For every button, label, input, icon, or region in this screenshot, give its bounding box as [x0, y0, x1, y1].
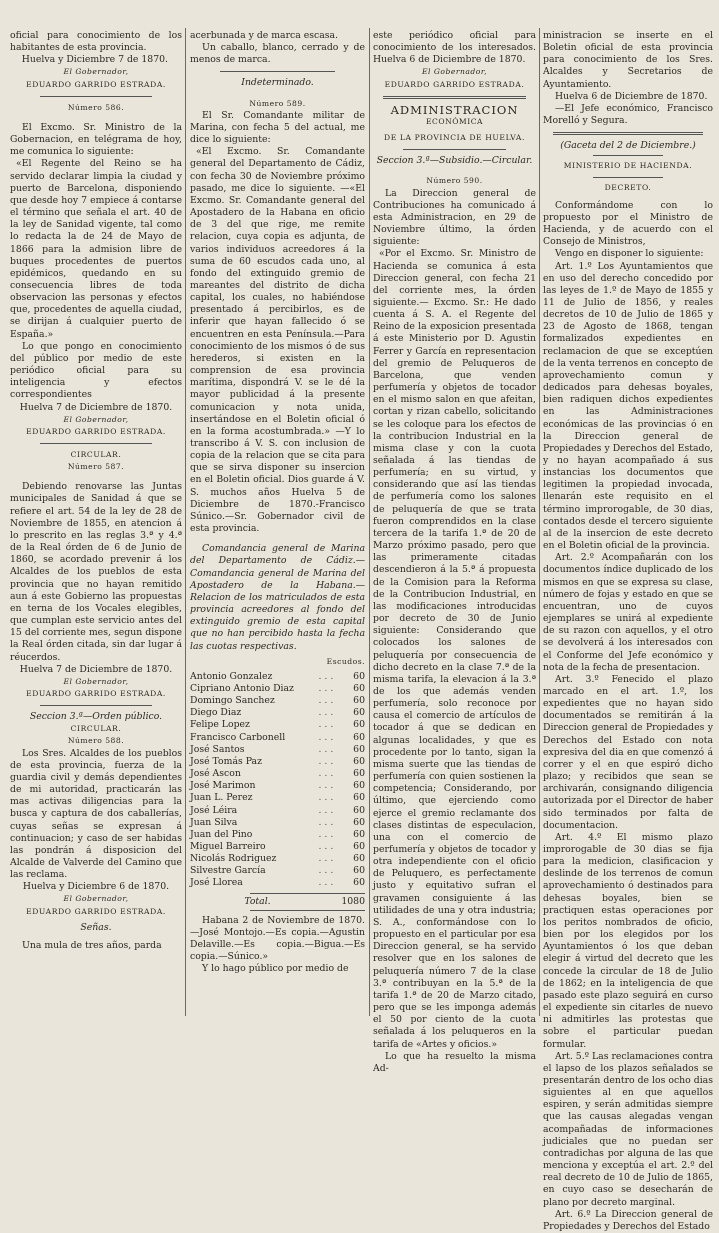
table-row [190, 671, 365, 683]
divider [250, 910, 365, 911]
creditor-amount: 60 [353, 743, 365, 755]
paragraph: El Excmo. Sr. Ministro de la Gobernacion, en telégrama de hoy, me comunica lo siguiente: [10, 121, 182, 158]
leader-dots: . . . [318, 780, 334, 792]
column-2 [190, 30, 365, 976]
subheading: Indeterminado. [241, 77, 314, 89]
creditor-name: Juan Silva [190, 816, 238, 828]
paragraph: Una mula de tres años, parda [22, 939, 162, 951]
table-row [190, 805, 365, 817]
creditor-name: Miguel Barreiro [190, 841, 266, 852]
column-divider [369, 28, 370, 1016]
paragraph: oficial para conocimiento de los habitantes de esta provincia. [10, 30, 182, 54]
gazette-reference: (Gaceta del 2 de Diciembre.) [560, 140, 696, 152]
divider [250, 893, 365, 894]
creditor-amount: 60 [353, 768, 365, 780]
table-row [190, 877, 365, 889]
paragraph: ministracion se inserte en el Boletin oficial de esta provincia para conocimiento de los Sres. Alcaldes y Secretarios de Ayuntamiento. [543, 30, 713, 90]
creditor-name: José Ascon [190, 768, 241, 780]
divider [403, 149, 506, 150]
creditor-name: José Santos [190, 743, 245, 755]
article: Art. 5.º Las reclamaciones contra el lapso de los plazos señalados se presentarán dentro de los ocho dias siguientes al en que aquellos espiren, y serán admitidas siempre que las causas alegadas vengan acompañadas de informaciones judiciales que no puedan ser contradichas por alguna de las que menciona y exceptúa el art. 2.º del real decreto de 10 de Julio de 1865, en cuyo caso se desecharán de plano por decreto marginal. [543, 1050, 713, 1208]
divider [383, 96, 526, 99]
leader-dots: . . . [318, 804, 334, 816]
creditor-amount: 60 [353, 816, 365, 828]
leader-dots: . . . [318, 707, 334, 719]
date-line: Huelva y Diciembre 7 de 1870. [21, 54, 168, 66]
creditor-amount: 60 [353, 841, 365, 852]
creditor-amount: 60 [353, 670, 365, 682]
signature-name: EDUARDO GARRIDO ESTRADA. [26, 688, 166, 698]
creditor-name: José Marimon [190, 780, 256, 792]
leader-dots: . . . [318, 828, 334, 840]
creditor-amount: 60 [353, 865, 365, 877]
leader-dots: . . . [318, 841, 334, 852]
item-number: Número 587. [67, 462, 125, 472]
table-row [190, 817, 365, 829]
item-number: Número 588. [67, 736, 125, 746]
decree-heading: DECRETO. [604, 182, 652, 192]
leader-dots: . . . [318, 695, 334, 707]
date-line: Huelva y Diciembre 6 de 1870. [22, 881, 170, 893]
section-heading: Seccion 3.ª—Orden público. [29, 711, 163, 723]
creditor-name: José Llorea [190, 877, 243, 889]
creditor-amount: 60 [353, 707, 365, 719]
creditor-amount: 60 [353, 853, 365, 865]
creditors-table [190, 671, 365, 890]
paragraph: «El Excmo. Sr. Comandante general del Departamento de Cádiz, con fecha 30 de Noviembre próximo pasado, me dice lo siguiente. —«El Excmo. Sr. Comandante general del Apostadero de la Habana en oficio de 3 del que rige, me remite relacion, cuya copia es adjunta, de varios individuos acreedores á la suma de 60 escudos cada uno, al fondo del extinguido gremio de mareantes del distrito de dicha capital, los cuales, no habiéndose presentado á percibirlos, es de inferir que hayan fallecido ó se encuentren en esta Península.—Para conocimiento de los mismos ó de sus herederos, si existen en la comprension de esa provincia marítima, dispondrá V. se le dé la mayor publicidad á la presente comunicacion y nota unida, insertándose en el Boletin oficial ó en la forma acostumbrada.» —Y lo transcribo á V. S. con inclusion de copia de la relacion que se cita para que se sirva disponer su insercion en el Boletin oficial. Dios guarde á V. S. muchos años Huelva 5 de Diciembre de 1870.-Francisco Súnico.—Sr. Gobernador civil de esta provincia. [190, 146, 365, 535]
signature-name: EDUARDO GARRIDO ESTRADA. [26, 79, 166, 89]
relation-title: Comandancia general de Marina del Departamento de Cádiz.— Comandancia general de Marina del Apostadero de la Habana.— Relacion de los matriculados de esta provincia acreedores al fondo del extinguido gremio de esta capital que no han percibido hasta la fecha las cuotas respectivas. [190, 543, 365, 652]
creditor-name: Felipe Lopez [190, 719, 250, 731]
article: Art. 1.º Los Ayuntamientos que en uso del derecho concedido por las leyes de 1.º de Mayo de 1855 y 11 de Julio de 1856, y reales decretos de 10 de Julio de 1865 y 23 de Agosto de 1868, tengan formalizados expedientes en reclamacion de que se exceptúen de la venta terrenos en concepto de aprovechamiento comun y dedicados para dehesas boyales, bien radiquen dichos expedientes en las Administraciones económicas de las provincias ó en la Direccion general de Propiedades y Derechos del Estado, y no hayan acompañado á sus instancias los documentos que legitimen la propiedad invocada, llenarán este requisito en el término improrogable, de 30 dias, contados desde el tercero siguiente al de la insercion de este decreto en el Boletin oficial de la provincia. [543, 260, 713, 552]
signature-name: EDUARDO GARRIDO ESTRADA. [26, 906, 166, 916]
column-1 [10, 30, 182, 952]
column-divider [539, 28, 540, 1016]
leader-dots: . . . [318, 719, 334, 731]
item-number: Número 586. [67, 102, 125, 112]
section-title: ADMINISTRACION [390, 102, 519, 117]
total-row [190, 896, 365, 908]
paragraph: acerbunada y de marca escasa. [190, 30, 339, 41]
table-row [190, 865, 365, 877]
signature-role: El Gobernador, [63, 67, 129, 77]
paragraph: Un caballo, blanco, cerrado y de menos de marca. [190, 42, 365, 66]
creditor-amount: 60 [353, 804, 365, 816]
paragraph: Habana 2 de Noviembre de 1870.—José Montojo.—Es copia.—Agustin Delaville.—Es copia.—Bigua.—Es copia.—Súnico.» [190, 914, 365, 963]
paragraph: este periódico oficial para conocimiento de los interesados. Huelva 6 de Diciembre de 1870. [373, 30, 536, 66]
paragraph: «El Regente del Reino se ha servido declarar limpia la ciudad y puerto de Barcelona, disponiendo que desde hoy 7 empiece á contarse el término que señala el art. 40 de la ley de Sanidad vigente, tal como lo redacta la de 24 de Mayo de 1866 para la admision libre de buques procedentes de puertos epidémicos, quedando en su consecuencia libres de toda observacion las personas y efectos que, procedentes de aquella ciudad, se dirijan á cualquier puerto de España.» [10, 158, 182, 340]
column-3 [373, 30, 536, 1075]
creditor-name: Nicolás Rodriguez [190, 853, 277, 865]
article: Art. 6.º La Direccion general de Propiedades y Derechos del Estado [543, 1208, 713, 1232]
date-line: Huelva 6 de Diciembre de 1870. [555, 90, 708, 102]
leader-dots: . . . [318, 865, 334, 877]
signature-line: —El Jefe económico, Francisco Morelló y Segura. [543, 102, 713, 127]
signature-name: EDUARDO GARRIDO ESTRADA. [26, 426, 166, 436]
creditor-name: José Léira [190, 804, 238, 816]
date-line: Huelva 7 de Diciembre de 1870. [19, 401, 173, 413]
article: Art. 2.º Acompañarán con los documentos índice duplicado de los mismos en que se expresa su clase, número de fojas y estado en que se encuentran, uno de cuyos ejemplares se unirá al expediente de su razon con aquellos, y el otro se devolverá á los interesados con el Conforme del Jefe económico y nota de la fecha de presentacion. [543, 552, 713, 673]
leader-dots: . . . [318, 755, 334, 767]
divider [593, 177, 663, 178]
creditor-name: Antonio Gonzalez [190, 670, 273, 682]
signature-role: El Gobernador, [63, 676, 129, 686]
creditor-name: Juan del Pino [190, 828, 253, 840]
creditor-amount: 60 [353, 828, 365, 840]
article: Art. 4.º El mismo plazo improrogable de 30 dias se fija para la medicion, clasificacion y deslinde de los terrenos de comun aprovechamiento ó destinados para dehesas boyales, bien se practiquen estas operaciones por los peritos nombrados de oficio, bien por los elegidos por los Ayuntamientos ó los que deban elegir á virtud del decreto que les concede la circular de 18 de Julio de 1862; en la inteligencia de que pasado este plazo seguirá en curso el expediente sin citarles de nuevo ni admitirles las protestas que sobre el particular puedan formular. [543, 831, 713, 1050]
subheading: Señas. [80, 921, 112, 933]
paragraph: Los Sres. Alcaldes de los pueblos de esta provincia, fuerza de la guardia civil y demás dependientes de mi autoridad, practicarán las mas activas diligencias para la busca y captura de dos caballerías, cuyas señas se expresan á continuacion; y caso de ser habidas las pondrán á disposicion del Alcalde de Valverde del Camino que las reclama. [10, 747, 182, 881]
leader-dots: . . . [318, 853, 334, 865]
date-line: Huelva 7 de Diciembre de 1870. [19, 663, 173, 675]
item-number: Número 589. [249, 98, 306, 108]
table-row [190, 719, 365, 731]
total-value: 1080 [341, 895, 365, 907]
leader-dots: . . . [318, 816, 334, 828]
column-divider [185, 28, 186, 1016]
creditor-name: Francisco Carbonell [190, 731, 286, 743]
creditor-amount: 60 [353, 731, 365, 743]
leader-dots: . . . [318, 670, 334, 682]
divider [40, 443, 152, 444]
table-row [190, 768, 365, 780]
leader-dots: . . . [318, 743, 334, 755]
paragraph: Conformándome con lo propuesto por el Ministro de Hacienda, y de acuerdo con el Consejo de Ministros, [543, 199, 713, 248]
table-row [190, 756, 365, 768]
signature-role: El Gobernador, [63, 414, 129, 424]
signature-role: El Gobernador, [421, 67, 488, 77]
item-number: Número 590. [426, 176, 483, 186]
leader-dots: . . . [318, 877, 334, 889]
table-row [190, 841, 365, 853]
paragraph: Y lo hago público por medio de [202, 963, 349, 975]
divider [40, 705, 152, 706]
total-label: Total. [244, 895, 271, 907]
creditor-name: Silvestre García [190, 865, 266, 877]
paragraph: Lo que ha resuelto la misma Ad- [373, 1050, 536, 1074]
table-row [190, 829, 365, 841]
creditor-amount: 60 [353, 792, 365, 804]
paragraph: Lo que pongo en conocimiento del público por medio de este periódico oficial para su inteligencia y efectos correspondientes [10, 340, 182, 401]
table-row [190, 707, 365, 719]
creditor-name: José Tomás Paz [190, 755, 262, 767]
section-heading: Seccion 3.ª—Subsidio.—Circular. [376, 155, 533, 167]
table-row [190, 853, 365, 865]
article: Art. 3.º Fenecido el plazo marcado en el art. 1.º, los expedientes que no hayan sido documentados se remitirán á la Direccion general de Propiedades y Derechos del Estado con nota expresiva del dia en que comenzó á correr y el en que espiró dicho plazo; y recibidos que sean se archivarán, consignando diligencia autorizada por el Director de haber sido terminados por falta de documentacion. [543, 673, 713, 831]
leader-dots: . . . [318, 768, 334, 780]
paragraph: «Por el Excmo. Sr. Ministro de Hacienda se comunica á esta Direccion general, con fecha 21 del corriente mes, la órden siguiente.— Excmo. Sr.: He dado cuenta á S. A. el Regente del Reino de la exposicion presentada á este Ministerio por D. Agustin Ferrer y García en representacion del gremio de Peluqueros de Barcelona, que venden perfumería y objetos de tocador en el mismo salon en que afeitan, cortan y rizan cabello, solicitando se les coloque para los efectos de la contribucion Industrial en la misma clase y con la cuota señalada á las tiendas de perfumería; en su virtud, y considerando que así las tiendas de perfumería como los salones de peluquería de que se trata fueron comprendidos en la clase tercera de la tarifa 1.ª de 20 de Marzo próximo pasado, pero que las primeramente citadas descendieron á la 5.ª á propuesta de la Comision para la Reforma de la Contribucion Industrial, en las modificaciones introducidas por decreto de 30 de Junio siguiente: Considerando que colocados los salones de peluquería por consecuencia de dicho decreto en la clase 7.ª de la misma tarifa, la elevacion á la 3.ª de los que además venden perfumería, solo reconoce por causa el comercio de artículos de tocador á que se dedican en algunas localidades, y que es procedente por lo tanto, sigan la misma suerte que las tiendas de perfumería con quien sostienen la competencia; Considerando, por último, que ejerciendo como ejerce el gremio reclamante dos clases distintas de especulacion, una con el comercio de perfumería y objetos de tocador y otra independiente con el oficio de Peluquero, es perfectamente justo y equitativo sufran el gravamen consiguiente á las utilidades de una y otra industria; S. A., conformándose con lo propuesto en el particular por esa Direccion general, se ha servido resolver que en los salones de peluquería número 7 de la clase 3.ª contribuyan en la 5.ª de la tarifa 1.ª de 20 de Marzo citado, pero que se les imponga además el 50 por ciento de la cuota señalada á los peluqueros en la tarifa de «Artes y oficios.» [373, 248, 536, 1050]
creditor-amount: 60 [353, 877, 365, 889]
table-row [190, 695, 365, 707]
table-row [190, 792, 365, 804]
signature-name: EDUARDO GARRIDO ESTRADA. [384, 79, 525, 89]
divider [40, 96, 152, 97]
creditor-amount: 60 [353, 755, 365, 767]
divider [593, 155, 663, 156]
section-subtitle: DE LA PROVINCIA DE HUELVA. [384, 133, 525, 143]
table-row [190, 732, 365, 744]
divider [553, 132, 703, 135]
signature-role: El Gobernador, [63, 894, 129, 904]
circular-label: CIRCULAR. [70, 450, 122, 459]
leader-dots: . . . [318, 731, 334, 743]
creditor-name: Diego Diaz [190, 707, 242, 719]
table-row [190, 780, 365, 792]
column-4 [543, 30, 713, 1233]
paragraph: La Direccion general de Contribuciones ha comunicado á esta Administracion, en 29 de Noviembre último, la órden siguiente: [373, 187, 536, 248]
table-row [190, 744, 365, 756]
table-row [190, 683, 365, 695]
creditor-amount: 60 [353, 780, 365, 792]
paragraph: El Sr. Comandante militar de Marina, con fecha 5 del actual, me dice lo siguiente: [190, 109, 365, 146]
paragraph: Vengo en disponer lo siguiente: [555, 248, 704, 260]
creditor-amount: 60 [353, 695, 365, 707]
creditor-amount: 60 [353, 682, 365, 694]
column-header-escudos: Escudos. [326, 656, 365, 666]
circular-label: CIRCULAR. [70, 724, 122, 734]
ministry-heading: MINISTERIO DE HACIENDA. [563, 161, 693, 171]
creditor-amount: 60 [353, 719, 365, 731]
section-subtitle: ECONÓMICA [425, 116, 484, 126]
leader-dots: . . . [318, 792, 334, 804]
paragraph: Debiendo renovarse las Juntas municipales de Sanidad á que se refiere el art. 54 de la ley de 28 de Noviembre de 1855, en atencion á lo prescrito en las reglas 3.ª y 4.ª de la Real órden de 6 de Junio de 1860, se acordado prevenir á los Alcaldes de los pueblos de esta provincia que no hayan remitido aun á este Gobierno las propuestas en terna de los Vocales elegibles, que cumplan este servicio antes del 15 del corriente mes, segun dispone la Real órden citada, sin dar lugar á réucerdos. [10, 481, 182, 663]
creditor-name: Domingo Sanchez [190, 695, 275, 707]
creditor-name: Cipriano Antonio Diaz [190, 682, 294, 694]
creditor-name: Juan L. Perez [190, 792, 253, 804]
divider [220, 71, 335, 72]
leader-dots: . . . [318, 682, 334, 694]
